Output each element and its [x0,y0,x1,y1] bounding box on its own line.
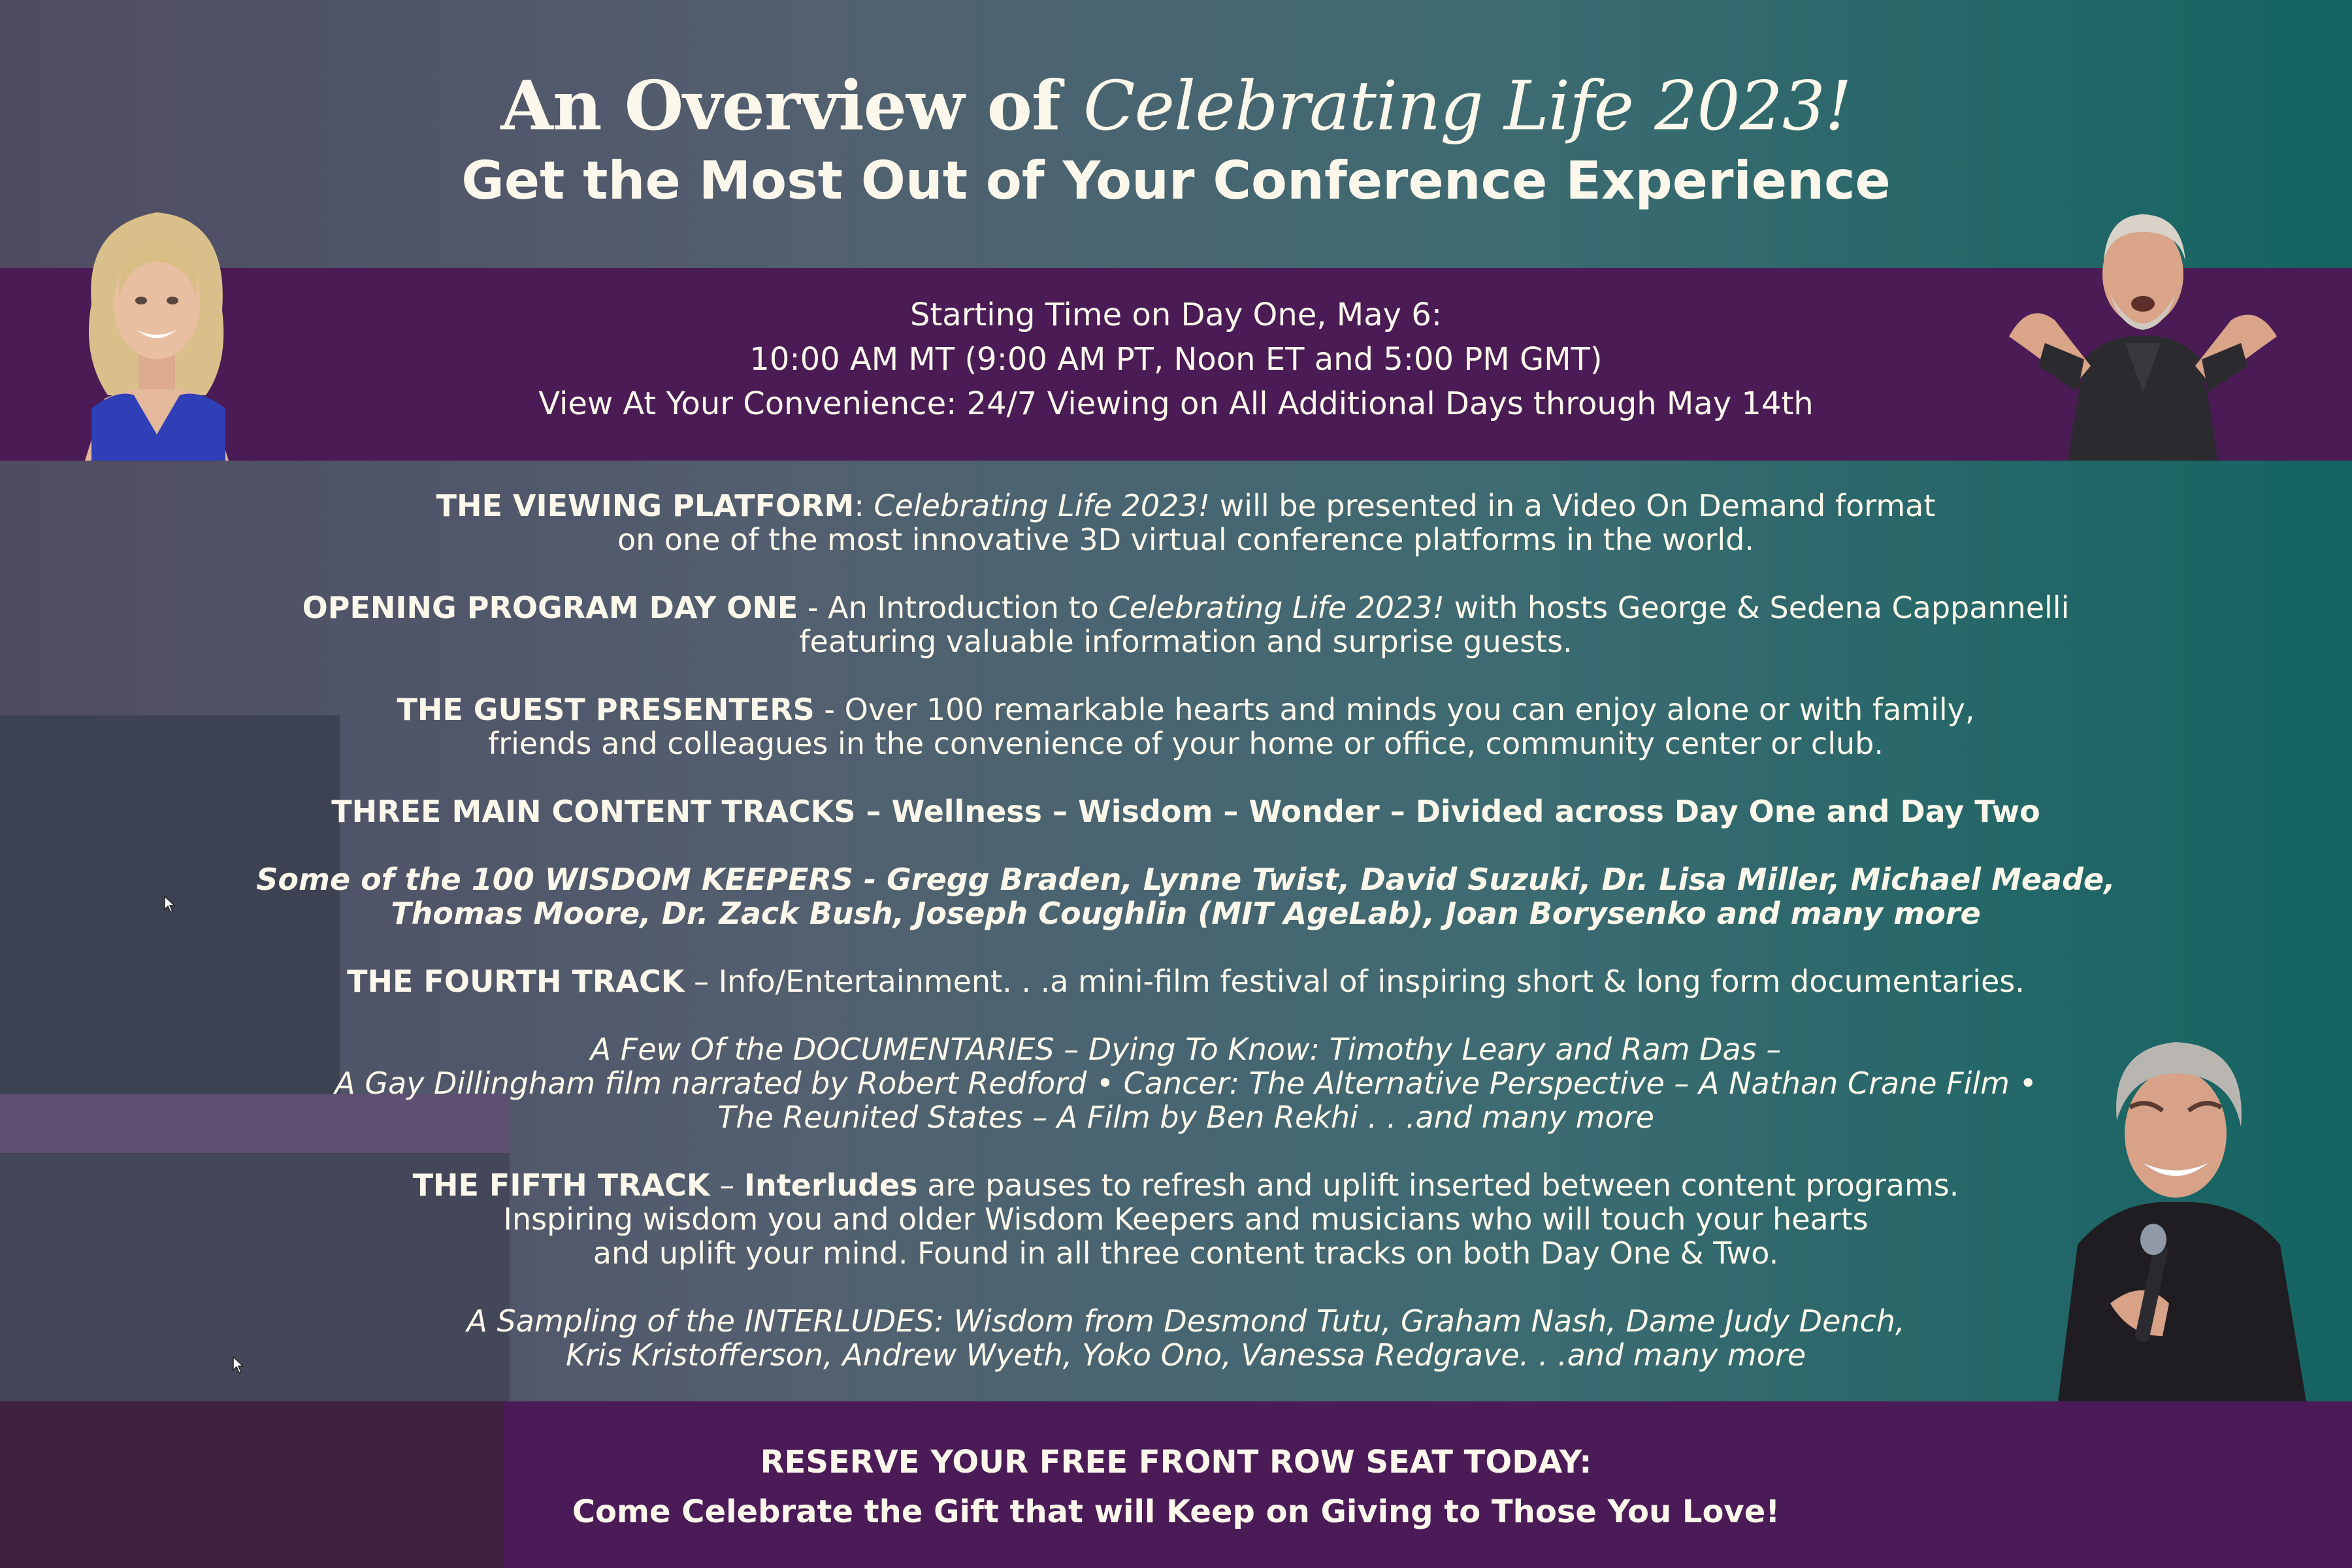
call-to-action [0,1437,2352,1537]
page-title [0,65,2352,147]
page-subtitle: Get the Most Out of Your Conference Experience [461,150,1891,211]
opening-program-section: OPENING PROGRAM DAY ONE - An Introduction to Celebrating Life 2023! with hosts George & Sedena Cappannelli featuring valuable information and surprise guests. [302,590,2070,659]
host-woman-photo [65,199,248,461]
section-heading: THREE MAIN CONTENT TRACKS [331,794,856,829]
program-details [248,489,2123,1372]
mouse-cursor-icon [163,895,178,913]
mouse-cursor-icon [232,1356,246,1374]
guest-presenters-section: THE GUEST PRESENTERS - Over 100 remarkable hearts and minds you can enjoy alone or with family, friends and colleagues in the convenience of your home or office, community center or club. [397,692,1975,761]
section-heading: 100 WISDOM KEEPERS [471,862,854,897]
section-heading: THE FIFTH TRACK [412,1168,710,1203]
title-event-name: Celebrating Life 2023! [1083,66,1852,146]
event-name: Celebrating Life 2023! [1108,590,1445,625]
section-heading: THE GUEST PRESENTERS [397,692,815,727]
schedule-start-date: Starting Time on Day One, May 6: [909,297,1442,333]
documentaries-section: A Few Of the DOCUMENTARIES – Dying To Know: Timothy Leary and Ram Das – A Gay Dillingham film narrated by Robert Redford • Cancer: The Alternative Perspective – A Nathan Crane Film • The Reunited States – A Film by Ben Rekhi . . .and many more [335,1032,2037,1135]
schedule-viewing-window: View At Your Convenience: 24/7 Viewing on All Additional Days through May 14th [538,385,1814,422]
celebrate-tagline: Come Celebrate the Gift that will Keep on Giving to Those You Love! [572,1494,1780,1530]
interludes-section: A Sampling of the INTERLUDES: Wisdom from Desmond Tutu, Graham Nash, Dame Judy Dench, Kris Kristofferson, Andrew Wyeth, Yoko Ono, Vanessa Redgrave. . .and many more [466,1303,1905,1373]
section-heading: OPENING PROGRAM DAY ONE [302,590,798,625]
content-tracks-section: THREE MAIN CONTENT TRACKS – Wellness – Wisdom – Wonder – Divided across Day One and Day Two [331,794,2040,829]
schedule-start-time: 10:00 AM MT (9:00 AM PT, Noon ET and 5:00 PM GMT) [749,341,1603,378]
section-heading: THE VIEWING PLATFORM [436,488,855,523]
viewing-platform-section: THE VIEWING PLATFORM: Celebrating Life 2023! will be presented in a Video On Demand format on one of the most innovative 3D virtual conference platforms in the world. [436,488,1936,557]
reserve-seat-heading: RESERVE YOUR FREE FRONT ROW SEAT TODAY: [760,1444,1592,1480]
section-heading: THE FOURTH TRACK [347,964,685,999]
title-prefix: An Overview of [500,65,1060,146]
fourth-track-section: THE FOURTH TRACK – Info/Entertainment. . .a mini-film festival of inspiring short & long form documentaries. [347,964,2025,999]
speaker-man-photo [1970,196,2310,461]
fifth-track-section: THE FIFTH TRACK – Interludes are pauses to refresh and uplift inserted between content programs. Inspiring wisdom you and older Wisdom Keepers and musicians who will touch your hearts and uplift your mind. Found in all three content tracks on both Day One & Two. [412,1168,1959,1271]
header [0,65,2352,210]
event-name: Celebrating Life 2023! [874,488,1211,523]
wisdom-keepers-section: Some of the 100 WISDOM KEEPERS - Gregg Braden, Lynne Twist, David Suzuki, Dr. Lisa Miller, Michael Meade, Thomas Moore, Dr. Zack Bush, Joseph Coughlin (MIT AgeLab), Joan Borysenko and many more [256,862,2115,931]
